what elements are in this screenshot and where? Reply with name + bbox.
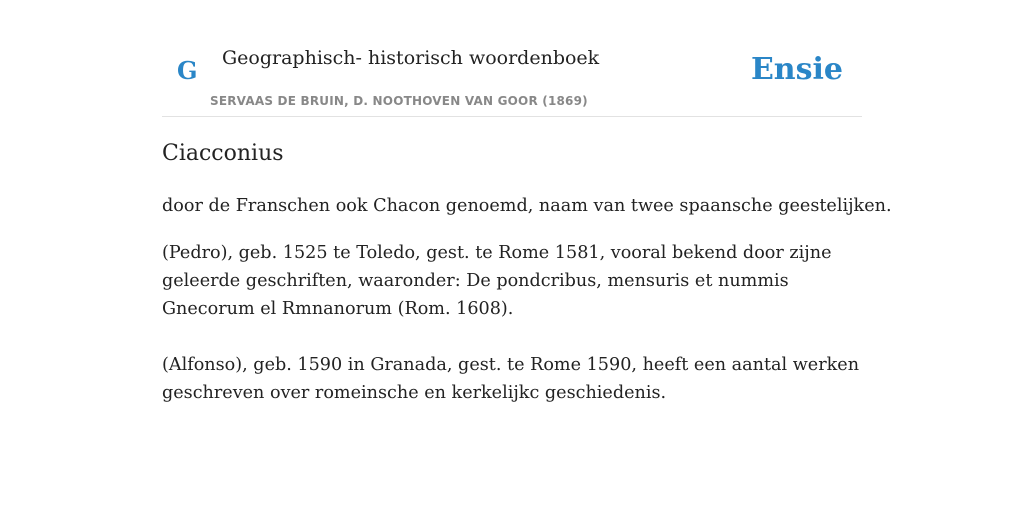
entry-paragraph: door de Franschen ook Chacon genoemd, naam van twee spaansche geestelijken. bbox=[162, 196, 892, 216]
entry-paragraph: (Pedro), geb. 1525 te Toledo, gest. te Rome 1581, vooral bekend door zijne geleerde geschriften, waaronder: De pondcribus, mensuris et nummis Gnecorum el Rmnanorum (Rom. 1608). bbox=[162, 243, 832, 319]
entry-paragraph: (Alfonso), geb. 1590 in Granada, gest. te Rome 1590, heeft een aantal werken geschreven over romeinsche en kerkelijkc geschiedenis. bbox=[162, 355, 860, 403]
book-author: SERVAAS DE BRUIN, D. NOOTHOVEN VAN GOOR (1869) bbox=[210, 94, 588, 108]
entry-title: Ciacconius bbox=[162, 141, 284, 166]
book-letter-logo[interactable]: G bbox=[177, 56, 198, 85]
book-title[interactable]: Geographisch- historisch woordenboek bbox=[222, 47, 600, 69]
book-header bbox=[162, 38, 862, 117]
ensie-logo[interactable]: Ensie bbox=[750, 52, 843, 87]
